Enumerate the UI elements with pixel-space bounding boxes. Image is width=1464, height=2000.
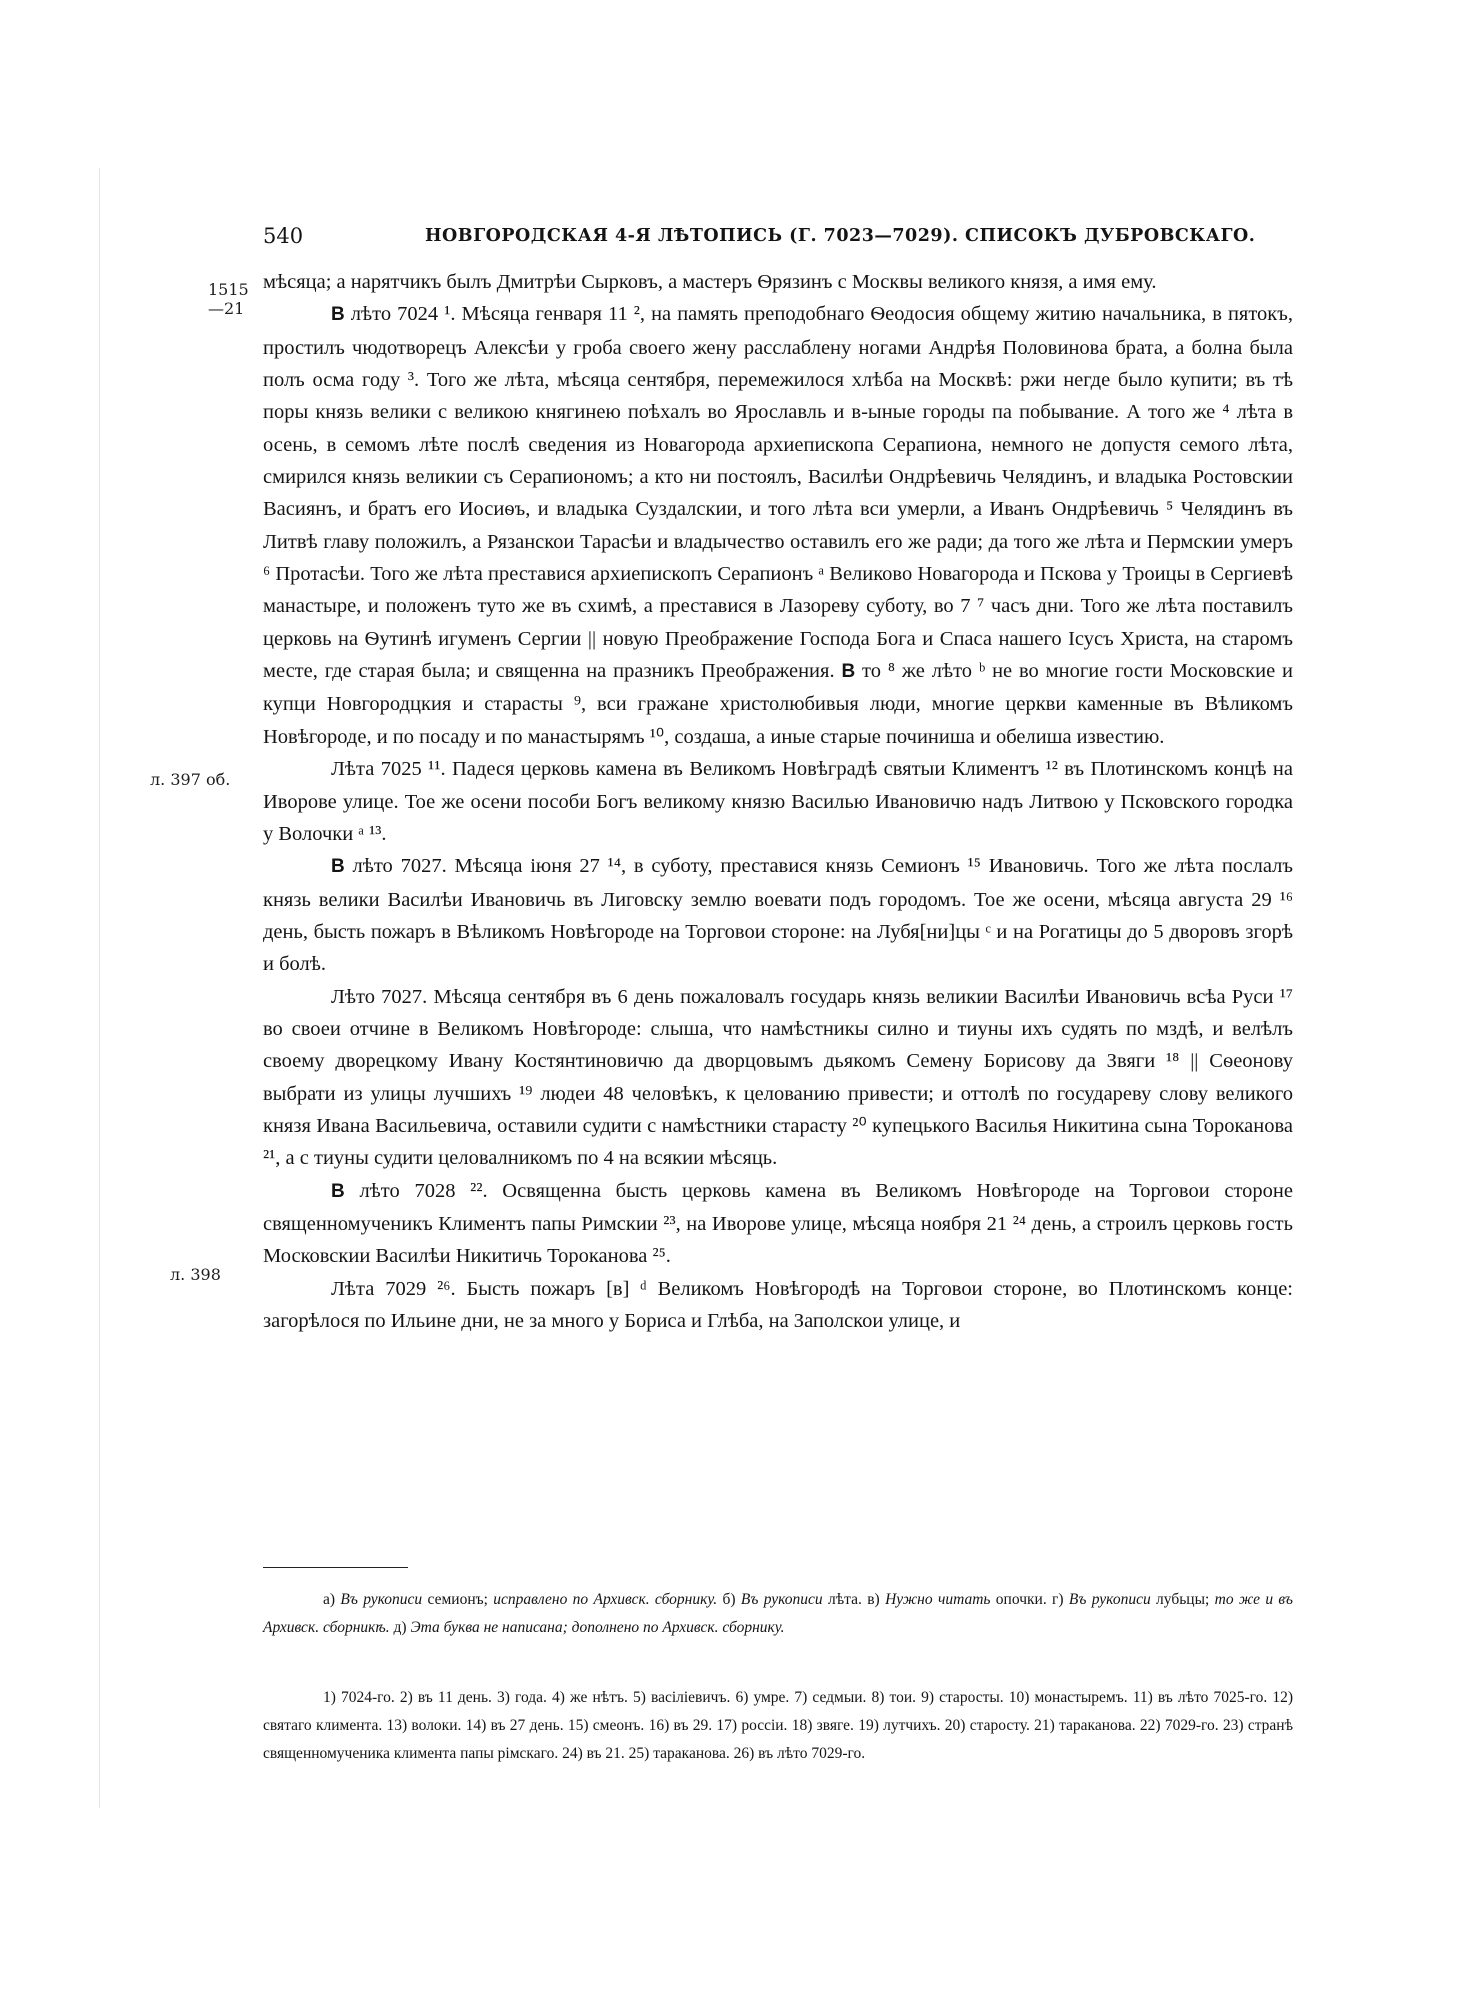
- footnotes-letter: [263, 1586, 1293, 1642]
- paragraph-7: Лѣта 7029 ²⁶. Бысть пожаръ [в] ᵈ Великомъ Новѣгородѣ на Торговои стороне, во Плотинскомъ конце: загорѣлося по Ильине дни, не за много у Бориса и Глѣба, на Заполскои улице, и: [263, 1277, 1293, 1332]
- footnote-v-text: опочки.: [990, 1591, 1053, 1608]
- footnotes-numbered: 1) 7024-го. 2) въ 11 день. 3) года. 4) же нѣтъ. 5) васіліевичъ. 6) умре. 7) седмыи. 8) тои. 9) старосты. 10) монастыремъ. 11) въ лѣто 7025-го. 12) святаго климента. 13) волоки. 14) въ 27 день. 15) смеонъ. 16) въ 29. 17) россіи. 18) звяге. 19) лутчихъ. 20) старосту. 21) тараканова. 22) 7029-го. 23) странѣ священномученика климента папы рімскаго. 24) въ 21. 25) тараканова. 26) въ лѣто 7029-го.: [263, 1689, 1293, 1762]
- initial-letter: В: [841, 661, 856, 683]
- paragraph-5: Лѣто 7027. Мѣсяца сентября въ 6 день пожаловалъ государь князь великии Василѣи Ивановичь всѣа Руси ¹⁷ во своеи отчине в Великомъ Новѣгороде: слыша, что намѣстникы силно и тиуны ихъ судять по мздѣ, и велѣлъ своему дворецкому Ивану Костянтиновичю да дворцовымъ дьякомъ Семену Борисову да Звяги ¹⁸ || Сѳеонову выбрати из улицы лучшихъ ¹⁹ людеи 48 человѣкъ, к целованию привести; и оттолѣ по государеву слову великого князя Ивана Васильевича, оставили судити с намѣстники старасту ²⁰ купецького Василья Никитина сына Тороканова ²¹, а с тиуны судити целовалникомъ по 4 на всякии мѣсяць.: [263, 985, 1293, 1170]
- footnote-a-text: семионъ;: [422, 1591, 494, 1608]
- paragraph-2-text: лѣто 7024 ¹. Мѣсяца генваря 11 ², на память преподобнаго Ѳеодосия общему житию начальника, в пятокъ, простилъ чюдотворецъ Алексѣи у гроба своего жену расслаблену ногами Андрѣя Половинова брата, а болна была полъ осма году ³. Того же лѣта, мѣсяца сентября, перемежилося хлѣба на Москвѣ: ржи негде было купити; въ тѣ поры князь велики с великою княгинею поѣхалъ во Ярославль и в-ыные городы па побывание. А того же ⁴ лѣта в осень, в семомъ лѣте послѣ сведения из Новагорода архиепископа Серапиона, немного не допустя семого лѣта, смирился князь великии съ Серапиономъ; а кто ни постоялъ, Василѣи Ондрѣевичь Челядинъ, и владыка Ростовскии Васиянъ, и братъ его Иосиѳъ, и владыка Суздалскии, и того лѣта вси умерли, а Иванъ Ондрѣевичь ⁵ Челядинъ въ Литвѣ главу положилъ, а Рязанскои Тарасѣи и владычество оставилъ его же ради; да того же лѣта и Пермскии умеръ ⁶ Протасѣи. Того же лѣта преставися архиепископъ Серапионъ ᵃ Великово Новагорода и Пскова у Троицы в Сергиевѣ манастыре, и положенъ туто же въ схимѣ, а преставися в Лазореву суботу, во 7 ⁷ часъ дни. Того же лѣта поставилъ церковь на Ѳутинѣ игуменъ Сергии || новую Преображение Господа Бога и Спаса нашего Ісусъ Христа, на старомъ месте, где старая была; и священна на празникъ Преображения.: [263, 303, 1293, 683]
- margin-folio-398: л. 398: [170, 1265, 221, 1284]
- page-number: 540: [263, 224, 304, 248]
- footnote-a-italic-2: исправлено по Архивск. сборнику.: [493, 1591, 718, 1608]
- margin-year-range: [208, 280, 249, 318]
- footnote-b-text: лѣта.: [822, 1591, 868, 1608]
- paragraph-4: [263, 850, 1293, 980]
- footnote-b-italic: Въ рукописи: [740, 1591, 823, 1608]
- footnote-g-italic-2: то же и въ Архивск. сборникѣ.: [263, 1591, 1293, 1636]
- paragraph-2-tail: то ⁸ же лѣто ᵇ не во многие гости Московские и купци Новгородцкия и старасты ⁹, вси гражане христолюбивыя люди, многие церкви каменные въ Вѣликомъ Новѣгороде, и по посаду и по манастырямъ ¹⁰, создаша, а иные старые починиша и обелиша известию.: [263, 660, 1294, 748]
- paragraph-6: [263, 1175, 1293, 1273]
- footnote-b-mark: б): [717, 1591, 741, 1608]
- margin-year-start: 1515: [208, 280, 249, 299]
- page-header: [263, 220, 1313, 254]
- footnote-g-italic: Въ рукописи: [1068, 1591, 1151, 1608]
- footnote-g-mark: г): [1052, 1591, 1069, 1608]
- initial-letter: В: [331, 1180, 345, 1202]
- paragraph-6-text: лѣто 7028 ²². Освященна бысть церковь камена въ Великомъ Новѣгороде на Торговои стороне священномученикъ Климентъ папы Римскии ²³, на Иворове улице, мѣсяца ноября 21 ²⁴ день, а строилъ церковь гость Московскии Василѣи Никитичь Тороканова ²⁵.: [263, 1179, 1293, 1268]
- page-edge-line: [99, 168, 100, 1808]
- paragraph-4-text: лѣто 7027. Мѣсяца іюня 27 ¹⁴, в суботу, преставися князь Семионъ ¹⁵ Ивановичь. Того же лѣта послалъ князь велики Василѣи Ивановичь въ Лиговску землю воевати подъ городомъ. Тое же осени, мѣсяца августа 29 ¹⁶ день, бысть пожаръ в Вѣликомъ Новѣгороде на Торговои стороне: на Лубя[ни]цы ᶜ и на Рогатицы до 5 дворовъ згорѣ и болѣ.: [263, 855, 1293, 976]
- main-text: [263, 266, 1293, 1337]
- footnote-a-italic: Въ рукописи: [340, 1591, 423, 1608]
- footnote-g-text: лубьцы;: [1150, 1591, 1215, 1608]
- margin-year-end: —21: [208, 299, 245, 318]
- running-head: НОВГОРОДСКАЯ 4-Я ЛѢТОПИСЬ (Г. 7023—7029). СПИСОКЪ ДУБРОВСКАГО.: [425, 226, 1256, 246]
- footnote-v-mark: в): [867, 1591, 886, 1608]
- initial-letter: В: [331, 304, 345, 326]
- footnote-d-italic: Эта буква не написана;: [410, 1619, 568, 1636]
- footnote-divider: [263, 1567, 408, 1568]
- footnote-d-italic-2: дополнено по Архивск. сборнику.: [571, 1619, 785, 1636]
- footnote-v-italic: Нужно читать: [885, 1591, 991, 1608]
- paragraph-1: мѣсяца; а нарятчикъ былъ Дмитрѣи Сырковъ, а мастеръ Ѳрязинъ с Москвы великого князя, а имя ему.: [263, 271, 1157, 293]
- initial-letter: В: [331, 856, 345, 878]
- footnote-a-mark: а): [323, 1591, 341, 1608]
- margin-folio-397: л. 397 об.: [150, 770, 231, 789]
- paragraph-3: Лѣта 7025 ¹¹. Падеся церковь камена въ Великомъ Новѣградѣ святыи Климентъ ¹² въ Плотинскомъ концѣ на Иворове улице. Тое же осени пособи Богъ великому князю Василью Ивановичю надъ Литвою у Псковского городка у Волочки ᵃ ¹³.: [263, 758, 1293, 845]
- paragraph-2: [263, 298, 1293, 753]
- footnote-d-mark: д): [389, 1619, 411, 1636]
